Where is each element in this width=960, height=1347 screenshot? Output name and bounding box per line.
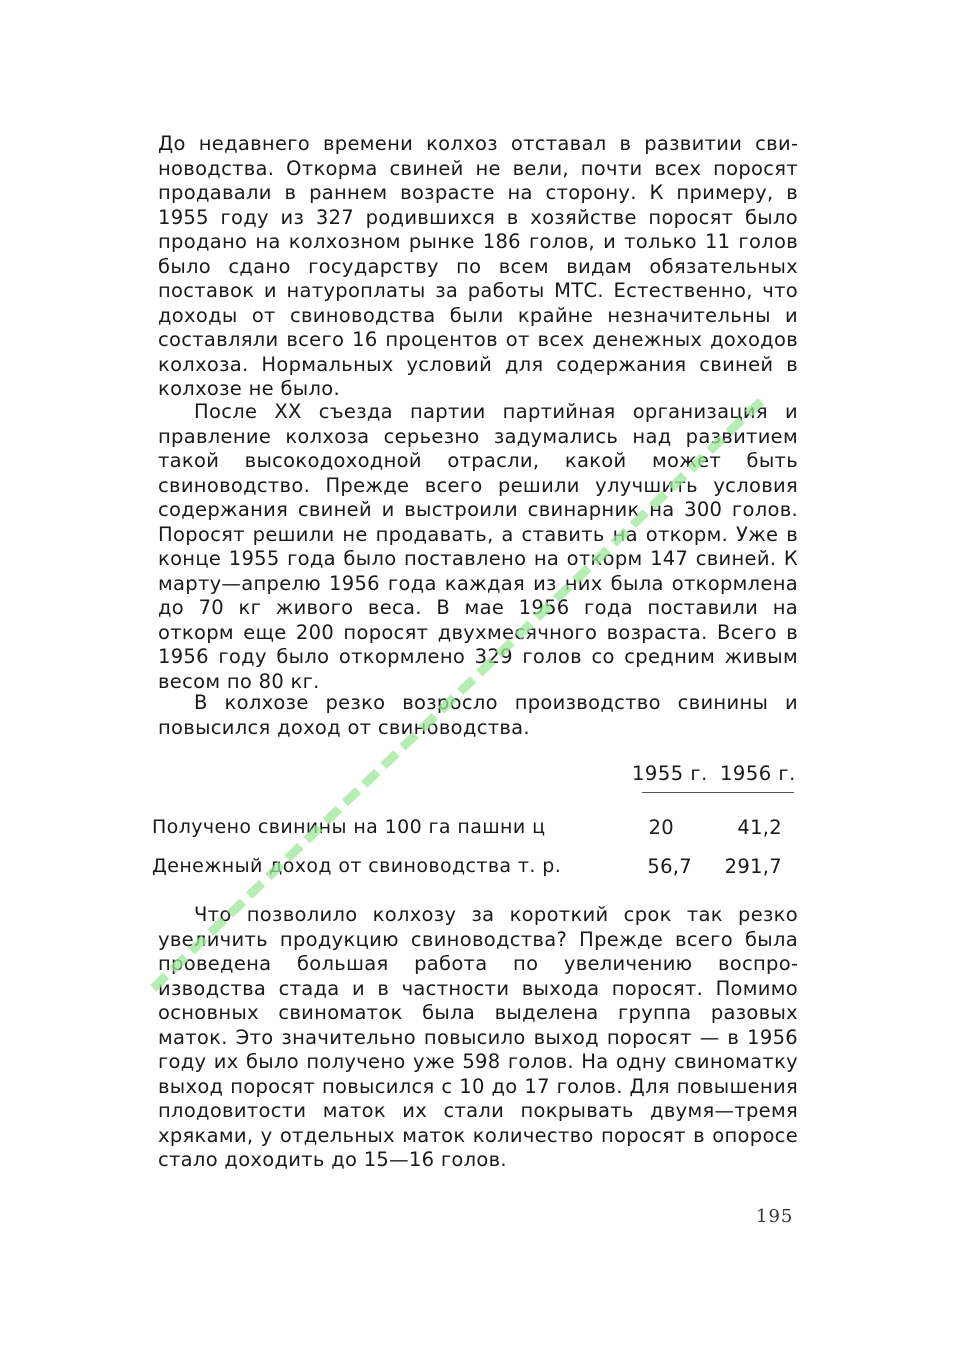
table-cell-1955: 56,7 <box>647 855 692 878</box>
table-cell-1956: 41,2 <box>737 816 782 839</box>
paragraph-4: Что позволило колхозу за короткий срок так резко увеличить продукцию свиноводства? Прежде всего была проведена большая работа по увеличению воспроизводства стада и в частности выхода поросят. Помимо основных свиноматок была выделена группа разовых маток. Это значительно повысило выход поросят — в 1956 году их было получено уже 598 голов. На одну свиноматку выход поросят повысился с 10 до 17 голов. Для повышения плодовитости маток их стали покрывать двумя—тремя хряками, у отдельных маток количество поросят в опоросе стало доходить до 15—16 голов. <box>158 903 798 1171</box>
paragraph-1: До недавнего времени колхоз отставал в развитии свиноводства. Откорма свиней не вели, почти всех поросят продавали в раннем возрасте на сторону. К примеру, в 1955 году из 327 родившихся в хозяйстве поросят было продано на колхозном рынке 186 голов, и только 11 голов было сдано государству по всем видам обязательных поставок и натуроплаты за работы МТС. Естественно, что доходы от свиноводства были крайне незначительны и составляли всего 16 процентов от всех денежных доходов колхоза. Нормальных условий для содержания свиней в колхозе не было. <box>158 132 798 400</box>
column-header-1956: 1956 г. <box>720 762 796 785</box>
column-header-1955: 1955 г. <box>632 762 708 785</box>
table-row-label: Получено свинины на 100 га пашни ц <box>152 816 546 838</box>
table-cell-1956: 291,7 <box>724 855 782 878</box>
paragraph-2: После XX съезда партии партийная организация и правление колхоза серьезно задумались над развитием такой высокодоходной отрасли, какой может быть свиноводство. Прежде всего решили улучшить условия содержания свиней и выстроили свинарник на 300 голов. Поросят решили не продавать, а ставить на откорм. Уже в конце 1955 года было поставлено на откорм 147 свиней. К марту—апрелю 1956 года каждая из них была откормлена до 70 кг живого веса. В мае 1956 года поставили на откорм еще 200 поросят двухмесячного возраста. Всего в 1956 году было откормлено 329 голов со средним живым весом по 80 кг. <box>158 400 798 693</box>
header-rule <box>642 792 794 793</box>
paragraph-3: В колхозе резко возросло производство свинины и повысился доход от свиноводства. <box>158 691 798 739</box>
page-number: 195 <box>756 1206 794 1227</box>
table-row-label: Денежный доход от свиноводства т. р. <box>152 855 562 877</box>
table-cell-1955: 20 <box>648 816 674 839</box>
